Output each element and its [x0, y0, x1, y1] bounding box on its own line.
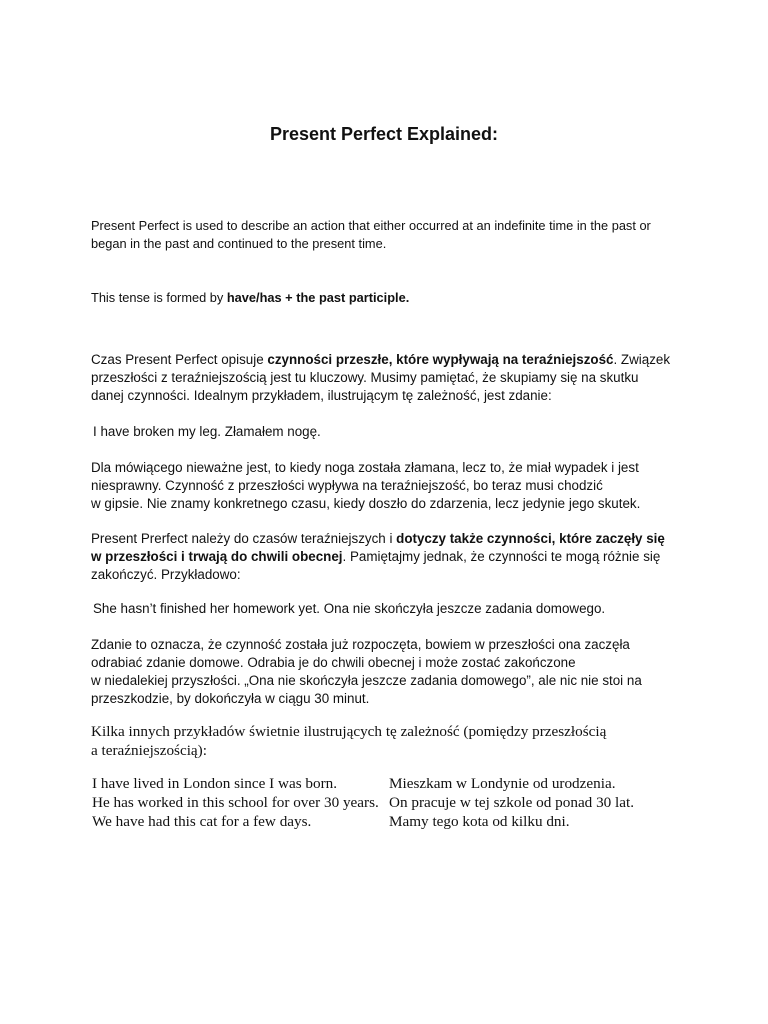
example-en: He has worked in this school for over 30 years. — [92, 794, 379, 811]
example-pl: Mieszkam w Londynie od urodzenia. — [389, 775, 616, 792]
example-pl: Mamy tego kota od kilku dni. — [389, 813, 570, 830]
pl-explain-paragraph-2 — [91, 530, 681, 584]
pl-intro-line: danej czynności. Idealnym przykładem, ilustrującym tę zależność, jest zdanie: — [91, 388, 552, 403]
more-examples-intro — [91, 722, 681, 760]
pl-explain-emphasis: w przeszłości i trwają do chwili obecnej — [91, 549, 343, 564]
formation-prefix: This tense is formed by — [91, 290, 227, 305]
example-row — [92, 774, 652, 793]
example-pl: Złamałem nogę. — [224, 424, 321, 439]
example-en: We have had this cat for a few days. — [92, 813, 312, 830]
formation-rule: have/has + the past participle. — [226, 290, 410, 305]
example-sentence-2 — [93, 600, 683, 618]
example-sentence-1 — [93, 423, 683, 441]
intro-paragraph — [91, 217, 681, 253]
pl-explain-line: Zdanie to oznacza, że czynność została już rozpoczęta, bowiem w przeszłości ona zaczęła — [91, 637, 630, 652]
example-row — [92, 793, 652, 812]
formation-paragraph — [91, 289, 681, 307]
pl-intro-line: przeszłości z teraźniejszością jest tu kluczowy. Musimy pamiętać, że skupiamy się na skutku — [91, 370, 639, 385]
pl-explain-line: w niedalekiej przyszłości. „Ona nie skończyła jeszcze zadania domowego”, ale nic nie stoi na — [91, 673, 642, 688]
pl-explain-line: Dla mówiącego nieważne jest, to kiedy noga została złamana, lecz to, że miał wypadek i jest — [91, 460, 639, 475]
pl-explain-line: niesprawny. Czynność z przeszłości wypływa na teraźniejszość, bo teraz musi chodzić — [91, 478, 603, 493]
pl-explain-line — [91, 530, 681, 548]
pl-intro-line — [91, 351, 681, 369]
more-examples-intro-line: Kilka innych przykładów świetnie ilustrujących tę zależność (pomiędzy przeszłością — [91, 723, 607, 740]
example-pl: Ona nie skończyła jeszcze zadania domowego. — [323, 601, 606, 616]
pl-explain-emphasis: dotyczy także czynności, które zaczęły się — [396, 531, 665, 546]
pl-explain-line: odrabiać zdanie domowe. Odrabia je do chwili obecnej i może zostać zakończone — [91, 655, 576, 670]
pl-explain-paragraph-1 — [91, 459, 681, 513]
formation-line — [91, 289, 681, 307]
pl-explain-line — [91, 548, 681, 566]
pl-explain-line: zakończyć. Przykładowo: — [91, 567, 241, 582]
pl-explain-line: w gipsie. Nie znamy konkretnego czasu, kiedy doszło do zdarzenia, lecz jedynie jego skutek. — [91, 496, 641, 511]
example-en: She hasn’t finished her homework yet. — [93, 601, 321, 616]
pl-explain-line: przeszkodzie, by dokończyła w ciągu 30 minut. — [91, 691, 370, 706]
example-line — [93, 600, 683, 618]
example-row — [92, 812, 652, 831]
pl-explain-prefix: Present Prerfect należy do czasów teraźniejszych i — [91, 531, 397, 546]
pl-explain-suffix: . Pamiętajmy jednak, że czynności te mogą różnie się — [342, 549, 661, 564]
page-title: Present Perfect Explained: — [269, 124, 499, 144]
example-pl: On pracuje w tej szkole od ponad 30 lat. — [389, 794, 635, 811]
more-examples-intro-line: a teraźniejszością): — [91, 742, 207, 759]
example-en: I have broken my leg. — [93, 424, 222, 439]
pl-intro-prefix: Czas Present Perfect opisuje — [91, 352, 268, 367]
example-en: I have lived in London since I was born. — [92, 775, 338, 792]
pl-intro-suffix: . Związek — [613, 352, 671, 367]
intro-line: began in the past and continued to the present time. — [91, 236, 387, 251]
pl-intro-paragraph — [91, 351, 681, 405]
pl-intro-emphasis: czynności przeszłe, które wypływają na teraźniejszość — [267, 352, 614, 367]
pl-explain-paragraph-3 — [91, 636, 681, 708]
example-line — [93, 423, 683, 441]
examples-table — [92, 774, 652, 831]
intro-line: Present Perfect is used to describe an action that either occurred at an indefinite time in the past or — [91, 218, 651, 233]
